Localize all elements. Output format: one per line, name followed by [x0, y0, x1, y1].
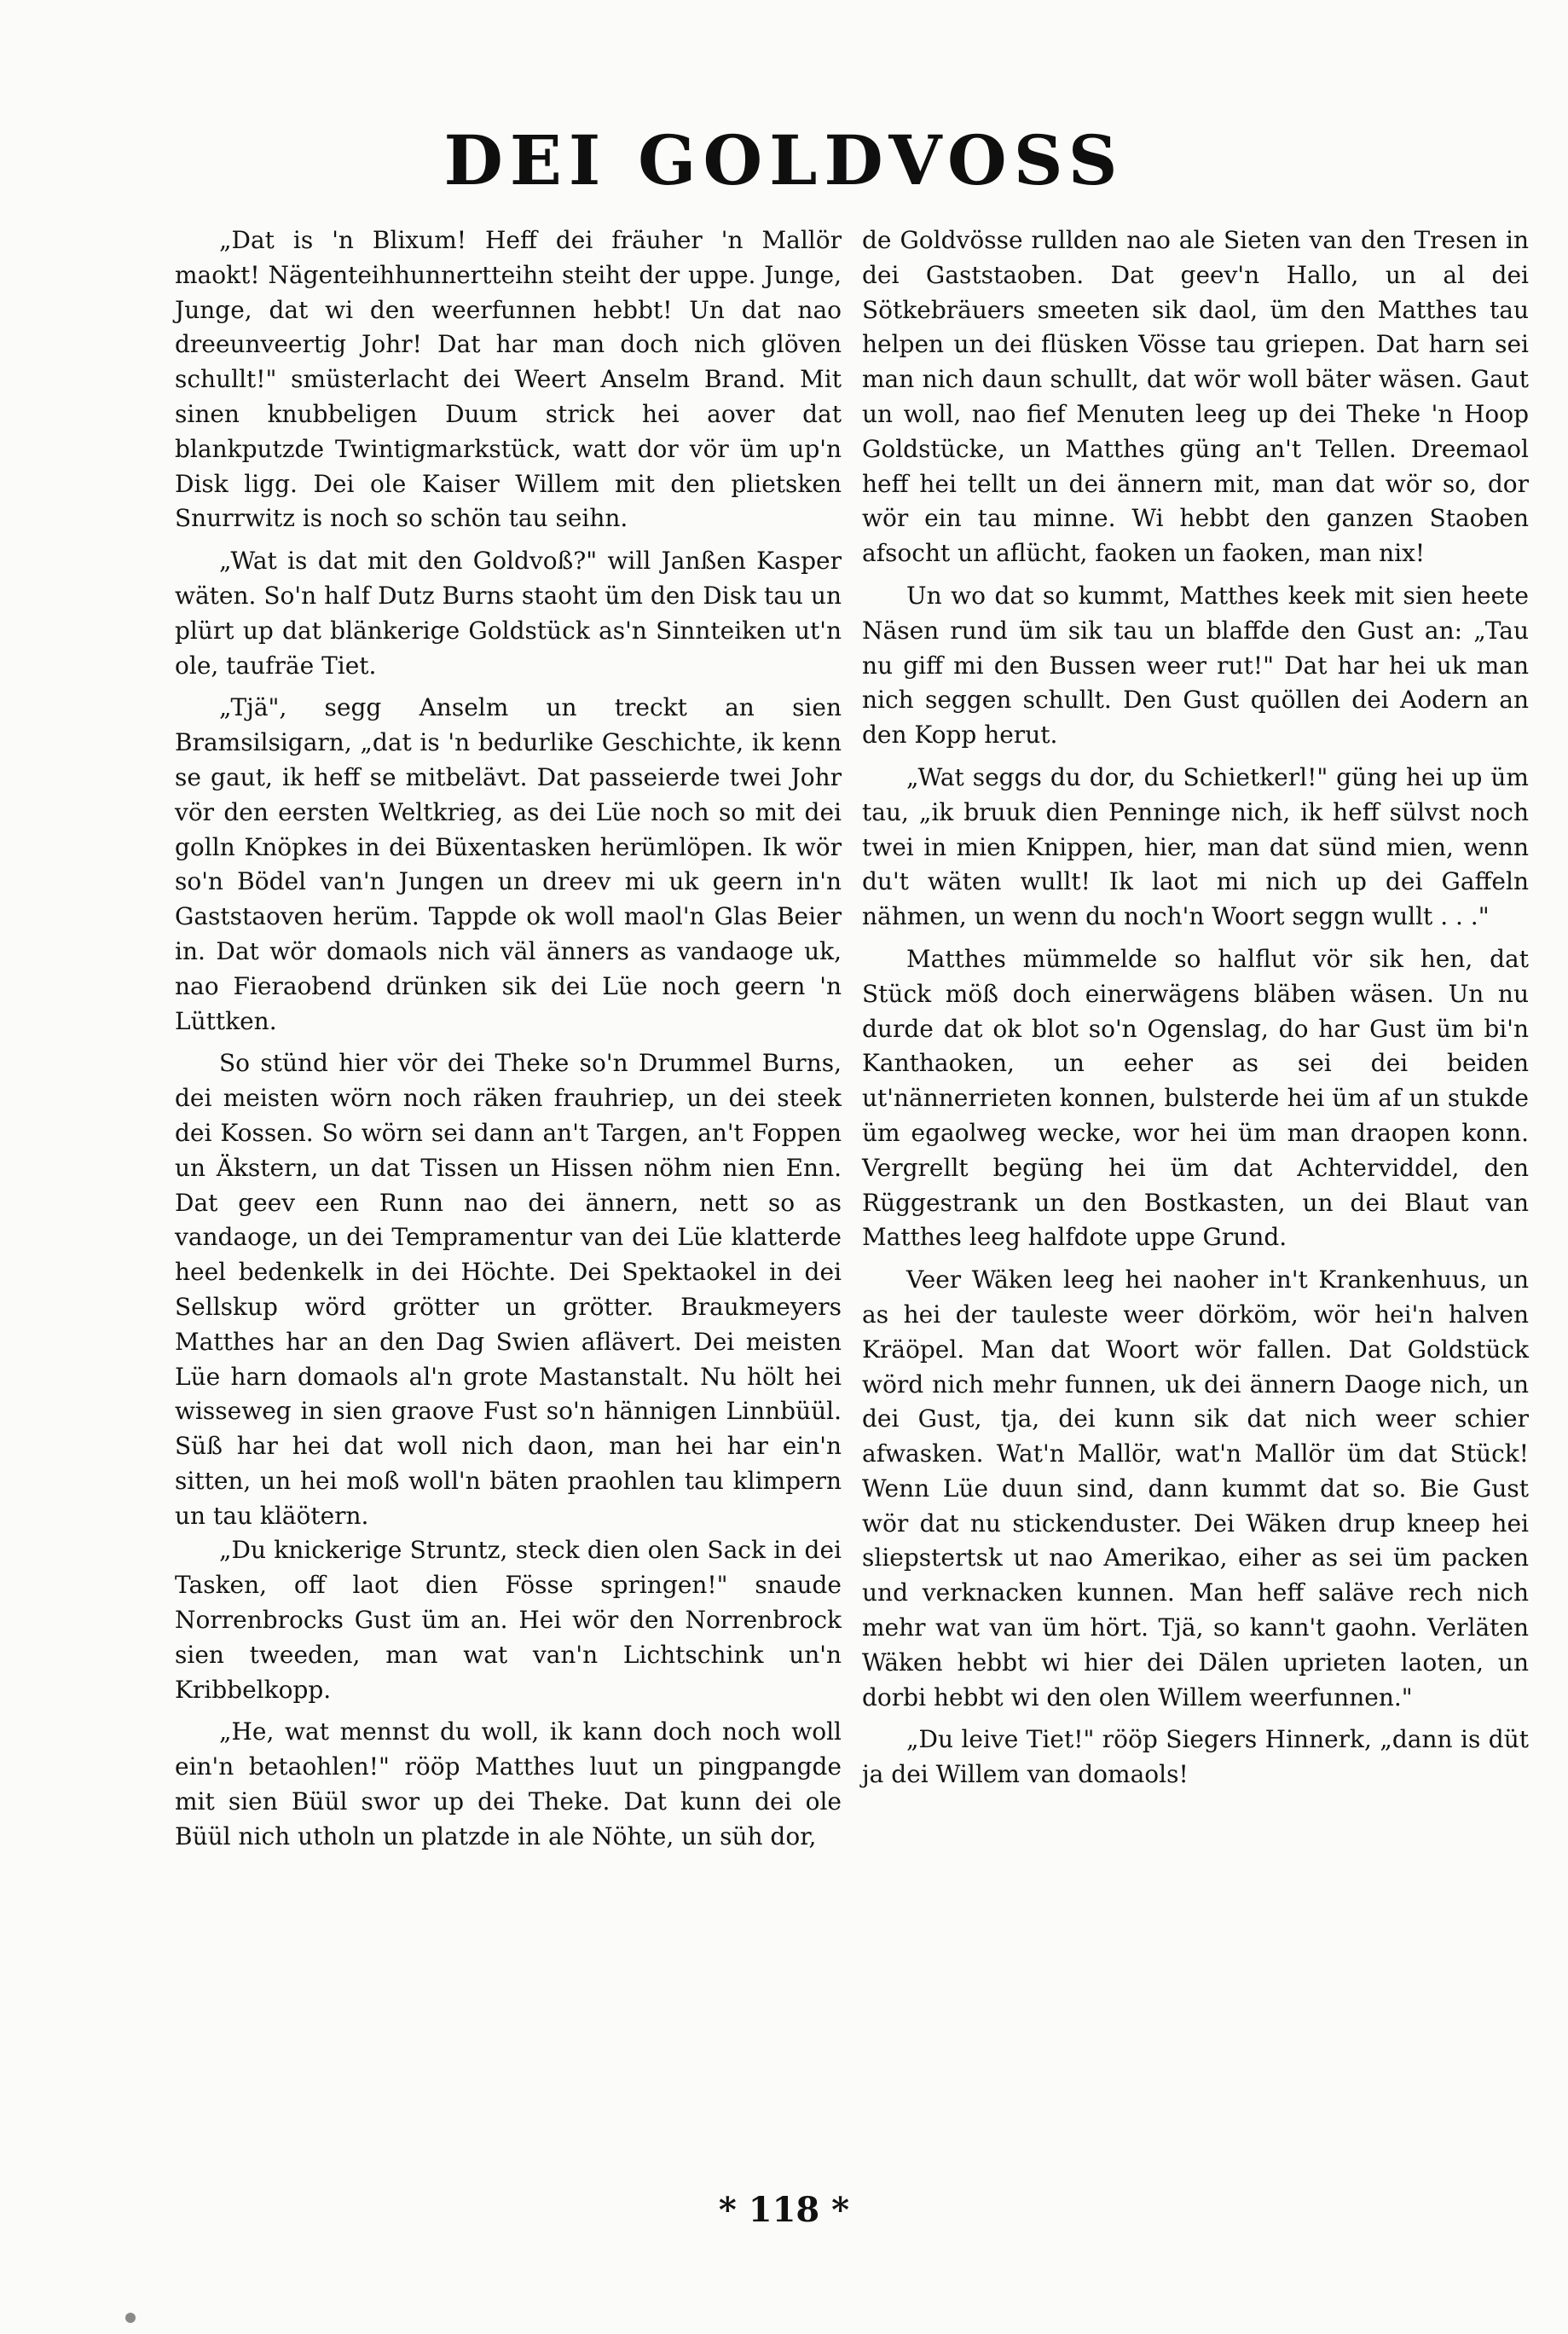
paragraph: „Wat is dat mit den Goldvoß?" will Janßen Kasper wäten. So'n half Dutz Burns staoht üm den Disk tau un plürt up dat blänkerige Goldstück as'n Sinnteiken ut'n ole, taufräe Tiet. — [175, 547, 842, 680]
paragraph: Veer Wäken leeg hei naoher in't Krankenhuus, un as hei der tauleste weer dörköm, wör hei'n halven Kräöpel. Man dat Woort wör fallen. Dat Goldstück wörd nich mehr funnen, uk dei ännern Daoge nich, un dei Gust, tja, dei kunn sik dat nich weer schier afwasken. Wat'n Mallör, wat'n Mallör üm dat Stück! Wenn Lüe duun sind, dann kummt dat so. Bie Gust wör dat nu stickenduster. Dei Wäken drup kneep hei sliepstertsk ut nao Amerikao, eiher as sei üm packen und verknacken kunnen. Man heff saläve rech nich mehr wat van üm hört. Tjä, so kann't gaohn. Verläten Wäken hebbt wi hier dei Dälen uprieten laoten, un dorbi hebbt wi den olen Willem weerfunnen." — [862, 1265, 1529, 1711]
right-text-column — [862, 223, 1529, 1792]
paragraph: So stünd hier vör dei Theke so'n Drummel Burns, dei meisten wörn noch räken frauhriep, un dei steek dei Kossen. So wörn sei dann an't Targen, an't Foppen un Äkstern, un dat Tissen un Hissen nöhm nien Enn. Dat geev een Runn nao dei ännern, nett so as vandaoge, un dei Tempramentur van dei Lüe klatterde heel bedenkelk in dei Höchte. Dei Spektaokel in dei Sellskup wörd grötter un grötter. Braukmeyers Matthes har an den Dag Swien aflävert. Dei meisten Lüe harn domaols al'n grote Mastanstalt. Nu hölt hei wisseweg in sien graove Fust so'n hännigen Linnbüül. Süß har hei dat woll nich daon, man hei har ein'n sitten, un hei moß woll'n bäten praohlen tau klimpern un tau kläötern. — [175, 1049, 842, 1530]
paragraph: Un wo dat so kummt, Matthes keek mit sien heete Näsen rund üm sik tau un blaffde den Gust an: „Tau nu giff mi den Bussen weer rut!" Dat har hei uk man nich seggen schullt. Den Gust quöllen dei Aodern an den Kopp herut. — [862, 581, 1529, 750]
page-title: DEI GOLDVOSS — [443, 120, 1125, 200]
paragraph: de Goldvösse rullden nao ale Sieten van den Tresen in dei Gaststaoben. Dat geev'n Hallo, un al dei Sötkebräuers smeeten sik daol, üm den Matthes tau helpen un dei flüsken Vösse tau griepen. Dat harn sei man nich daun schullt, dat wör woll bäter wäsen. Gaut un woll, nao fief Menuten leeg up dei Theke 'n Hoop Goldstücke, un Matthes güng an't Tellen. Dreemaol heff hei tellt un dei ännern mit, man dat wör so, dor wör ein tau minne. Wi hebbt den ganzen Staoben afsocht un aflücht, faoken un faoken, man nix! — [862, 226, 1529, 568]
left-text-column — [175, 223, 842, 1855]
paragraph: „Du leive Tiet!" rööp Siegers Hinnerk, „dann is düt ja dei Willem van domaols! — [862, 1725, 1529, 1789]
page-number: * 118 * — [718, 2190, 850, 2230]
print-speck — [125, 2313, 136, 2323]
paragraph: „He, wat mennst du woll, ik kann doch noch woll ein'n betaohlen!" rööp Matthes luut un pingpangde mit sien Büül swor up dei Theke. Dat kunn dei ole Büül nich utholn un platzde in ale Nöhte, un süh dor, — [175, 1717, 842, 1850]
paragraph: „Du knickerige Struntz, steck dien olen Sack in dei Tasken, off laot dien Fösse springen!" snaude Norrenbrocks Gust üm an. Hei wör den Norrenbrock sien tweeden, man wat van'n Lichtschink un'n Kribbelkopp. — [175, 1536, 842, 1704]
paragraph: „Tjä", segg Anselm un treckt an sien Bramsilsigarn, „dat is 'n bedurlike Geschichte, ik kenn se gaut, ik heff se mitbelävt. Dat passeierde twei Johr vör den eersten Weltkrieg, as dei Lüe noch so mit dei golln Knöpkes in dei Büxentasken herümlöpen. Ik wör so'n Bödel van'n Jungen un dreev mi uk geern in'n Gaststaoven herüm. Tappde ok woll maol'n Glas Beier in. Dat wör domaols nich väl änners as vandaoge uk, nao Fieraobend drünken sik dei Lüe noch geern 'n Lüttken. — [175, 693, 842, 1035]
paragraph: „Wat seggs du dor, du Schietkerl!" güng hei up üm tau, „ik bruuk dien Penninge nich, ik heff sülvst noch twei in mien Knippen, hier, man dat sünd mien, wenn du't wäten wullt! Ik laot mi nich up dei Gaffeln nähmen, un wenn du noch'n Woort seggn wullt . . ." — [862, 762, 1529, 931]
paragraph: Matthes mümmelde so halflut vör sik hen, dat Stück möß doch einerwägens bläben wäsen. Un nu durde dat ok blot so'n Ogenslag, do har Gust üm bi'n Kanthaoken, un eeher as sei dei beiden ut'nännerrieten konnen, bulsterde hei üm af un stukde üm egaolweg wecke, wor hei üm man draopen konn. Vergrellt begüng hei üm dat Achterviddel, den Rüggestrank un den Bostkasten, un dei Blaut van Matthes leeg halfdote uppe Grund. — [862, 944, 1529, 1252]
paragraph: „Dat is 'n Blixum! Heff dei fräuher 'n Mallör maokt! Nägenteihhunnertteihn steiht der uppe. Junge, Junge, dat wi den weerfunnen hebbt! Un dat nao dreeunveertig Johr! Dat har man doch nich glöven schullt!" smüsterlacht dei Weert Anselm Brand. Mit sinen knubbeligen Duum strick hei aover dat blankputzde Twintigmarkstück, watt dor vör üm up'n Disk ligg. Dei ole Kaiser Willem mit den plietsken Snurrwitz is noch so schön tau seihn. — [175, 226, 842, 533]
